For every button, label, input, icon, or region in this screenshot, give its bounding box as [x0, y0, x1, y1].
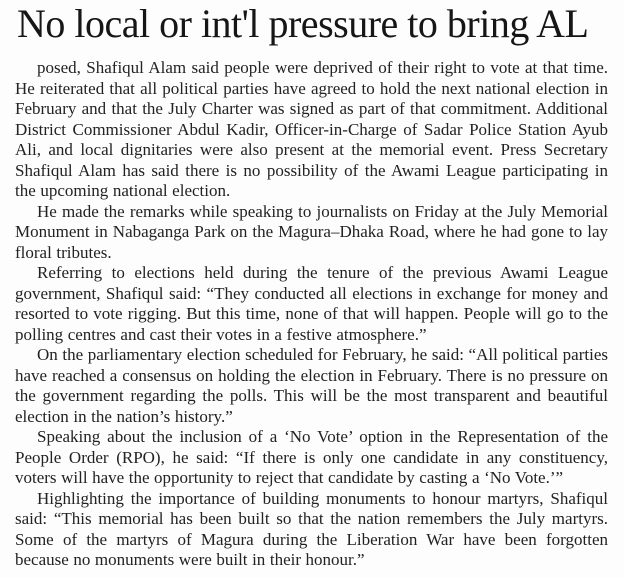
article-headline: No local or int'l pressure to bring AL [17, 1, 589, 46]
article-paragraph: Speaking about the inclusion of a ‘No Vote’ option in the Representation of the People Order (RPO), he said: “If there is only one candidate in any constituency, voters will have the opportunity to reject that candidate by casting a ‘No Vote.’” [15, 427, 608, 487]
article-paragraph: On the parliamentary election scheduled for February, he said: “All political parties have reached a consensus on holding the election in February. There is no pressure on the government regarding the polls. This will be the most transparent and beautiful election in the nation’s history.” [15, 345, 608, 426]
article-paragraph: He made the remarks while speaking to journalists on Friday at the July Memorial Monument in Nabaganga Park on the Magura–Dhaka Road, where he had gone to lay floral tributes. [15, 201, 608, 262]
article-paragraph: Referring to elections held during the tenure of the previous Awami League government, Shafiqul said: “They conducted all elections in exchange for money and resorted to vote rigging. But this time, none of that will happen. People will go to the polling centres and cast their votes in a festive atmosphere.” [15, 263, 608, 344]
article-body [15, 58, 608, 571]
article-paragraph: posed, Shafiqul Alam said people were deprived of their right to vote at that time. He reiterated that all political parties have agreed to hold the next national election in February and that the July Charter was signed as part of that commitment. Additional District Commissioner Abdul Kadir, Officer-in-Charge of Sadar Police Station Ayub Ali, and local dignitaries were also present at the memorial event. Press Secretary Shafiqul Alam has said there is no possibility of the Awami League participating in the upcoming national election. [15, 58, 608, 200]
article-paragraph: Highlighting the importance of building monuments to honour martyrs, Shafiqul said: “This memorial has been built so that the nation remembers the July martyrs. Some of the martyrs of Magura during the Liberation War have been forgotten because no monuments were built in their honour.” [15, 488, 608, 569]
